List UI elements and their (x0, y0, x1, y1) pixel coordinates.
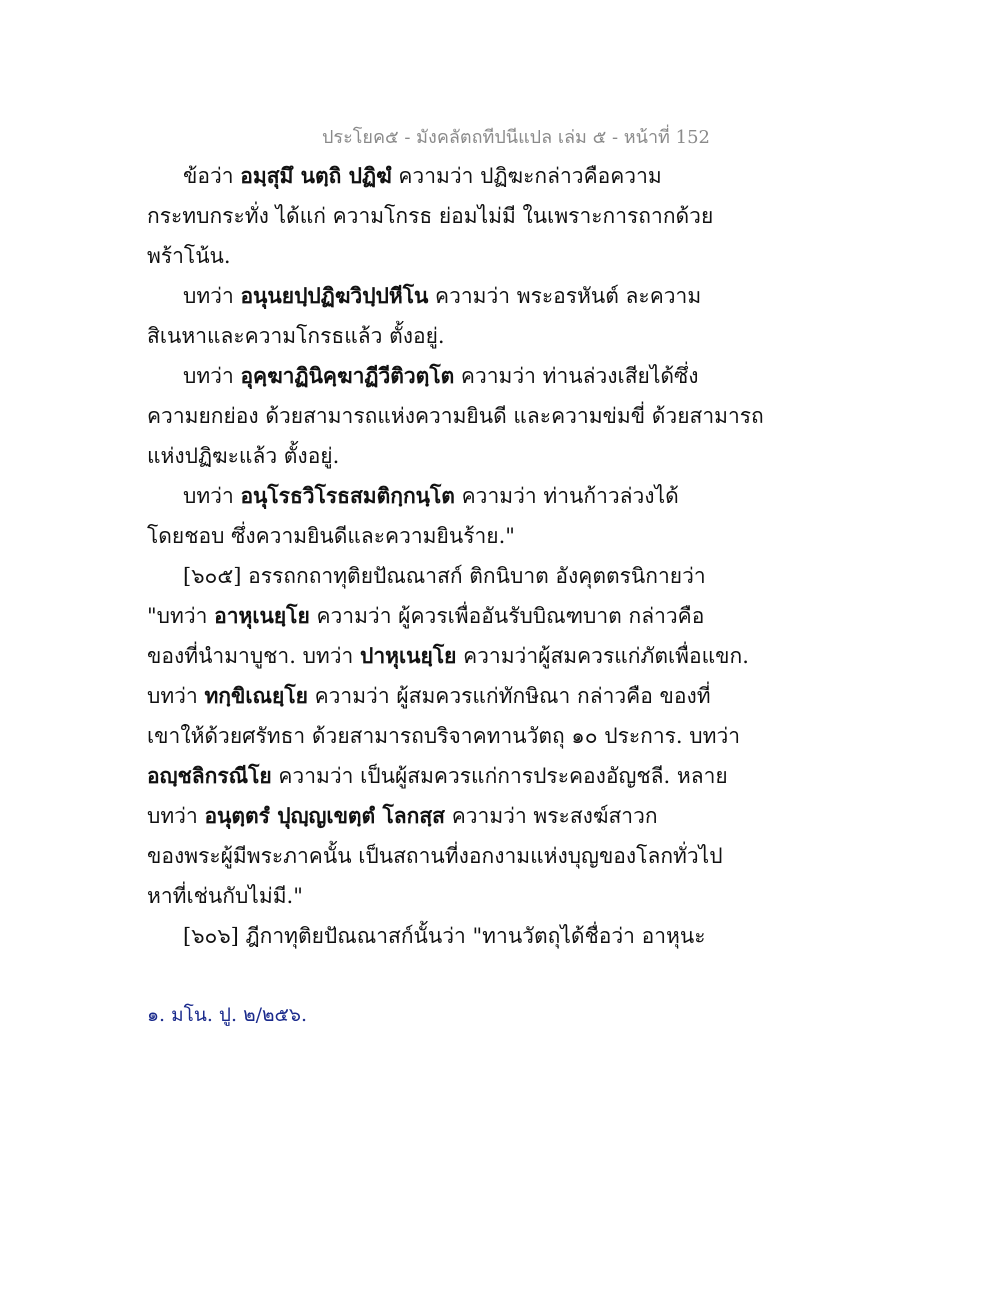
text-run: พร้าโน้น. (147, 244, 231, 268)
text-line (147, 556, 707, 596)
text-line (147, 196, 714, 236)
text-line (147, 276, 707, 316)
text-line (147, 676, 711, 716)
text-run: [๖๐๕] อรรถกถาทุติยปัณณาสก์ ติกนิบาต อังคุตตรนิกายว่า (183, 564, 706, 588)
text-run: หาที่เช่นกับไม่มี." (147, 884, 303, 908)
pali-term: ทกฺขิเณยฺโย (204, 683, 308, 708)
pali-term: อุคฺฆาฏินิคฺฆาฏีวีติวตฺโต (240, 363, 455, 388)
text-run: เขาให้ด้วยศรัทธา ด้วยสามารถบริจาคทานวัตถุ ๑๐ ประการ. บทว่า (147, 724, 741, 748)
text-run: สิเนหาและความโกรธแล้ว ตั้งอยู่. (147, 324, 445, 348)
text-run: ของพระผู้มีพระภาคนั้น เป็นสถานที่งอกงามแห่งบุญของโลกทั่วไป (147, 844, 723, 868)
text-line (147, 236, 707, 276)
text-line (147, 516, 707, 556)
text-line (147, 796, 707, 836)
text-run: ความว่า ปฏิฆะกล่าวคือความ (391, 164, 662, 188)
text-run: แห่งปฏิฆะแล้ว ตั้งอยู่. (147, 444, 340, 468)
body-text (147, 156, 764, 956)
text-line (147, 596, 707, 636)
text-run: โดยชอบ ซึ่งความยินดีและความยินร้าย." (147, 524, 515, 548)
text-run: ความว่า ท่านก้าวล่วงได้ (454, 484, 679, 508)
text-line (147, 436, 707, 476)
text-line (147, 876, 707, 916)
text-line (147, 716, 741, 756)
text-run: ความว่า ท่านล่วงเสียได้ซึ่ง (454, 364, 699, 388)
footnote: ๑. มโน. ปู. ๒/๒๕๖. (147, 1004, 308, 1026)
pali-term: อญฺชลิกรณีโย (147, 763, 272, 788)
text-line (147, 476, 707, 516)
pali-term: อนุโรธวิโรธสมติกฺกนฺโต (240, 483, 455, 508)
running-header: ประโยค๕ - มังคลัตถทีปนีแปล เล่ม ๕ - หน้าที่ 152 (322, 127, 710, 148)
text-run: บทว่า (183, 364, 241, 388)
text-run: ความยกย่อง ด้วยสามารถแห่งความยินดี และความข่มขี่ ด้วยสามารถ (147, 404, 764, 428)
text-line (147, 636, 749, 676)
pali-term: อาหุเนยฺโย (214, 603, 310, 628)
text-line (147, 356, 707, 396)
text-run: บทว่า (147, 804, 205, 828)
text-line (147, 916, 707, 956)
text-line (147, 396, 764, 436)
text-run: บทว่า (147, 684, 205, 708)
text-run: "บทว่า (147, 604, 215, 628)
text-run: กระทบกระทั่ง ได้แก่ ความโกรธ ย่อมไม่มี ในเพราะการถากด้วย (147, 204, 714, 228)
text-run: ของที่นำมาบูชา. บทว่า (147, 644, 361, 668)
text-run: ความว่าผู้สมควรแก่ภัตเพื่อแขก. (456, 644, 749, 668)
text-run: [๖๐๖] ฎีกาทุติยปัณณาสก์นั้นว่า "ทานวัตถุได้ชื่อว่า อาหุนะ (183, 924, 706, 948)
text-line (147, 316, 707, 356)
text-run: ความว่า พระสงฆ์สาวก (445, 804, 658, 828)
text-run: ความว่า ผู้ควรเพื่ออันรับบิณฑบาต กล่าวคือ (309, 604, 705, 628)
pali-term: อนุตฺตรํ ปุญฺญเขตฺตํ โลกสฺส (204, 803, 446, 828)
text-run: บทว่า (183, 484, 241, 508)
pali-term: ปาหุเนยฺโย (360, 643, 457, 668)
text-line (147, 156, 707, 196)
pali-term: อมฺสุมึ นตฺถิ ปฏิฆํ (240, 163, 392, 188)
text-line (147, 836, 723, 876)
text-line (147, 756, 728, 796)
text-run: บทว่า (183, 284, 241, 308)
pali-term: อนุนยปฺปฏิฆวิปฺปหีโน (240, 283, 429, 308)
text-run: ข้อว่า (183, 164, 241, 188)
text-run: ความว่า ผู้สมควรแก่ทักษิณา กล่าวคือ ของที่ (307, 684, 711, 708)
text-run: ความว่า เป็นผู้สมควรแก่การประคองอัญชลี. หลาย (271, 764, 728, 788)
text-run: ความว่า พระอรหันต์ ละความ (428, 284, 702, 308)
